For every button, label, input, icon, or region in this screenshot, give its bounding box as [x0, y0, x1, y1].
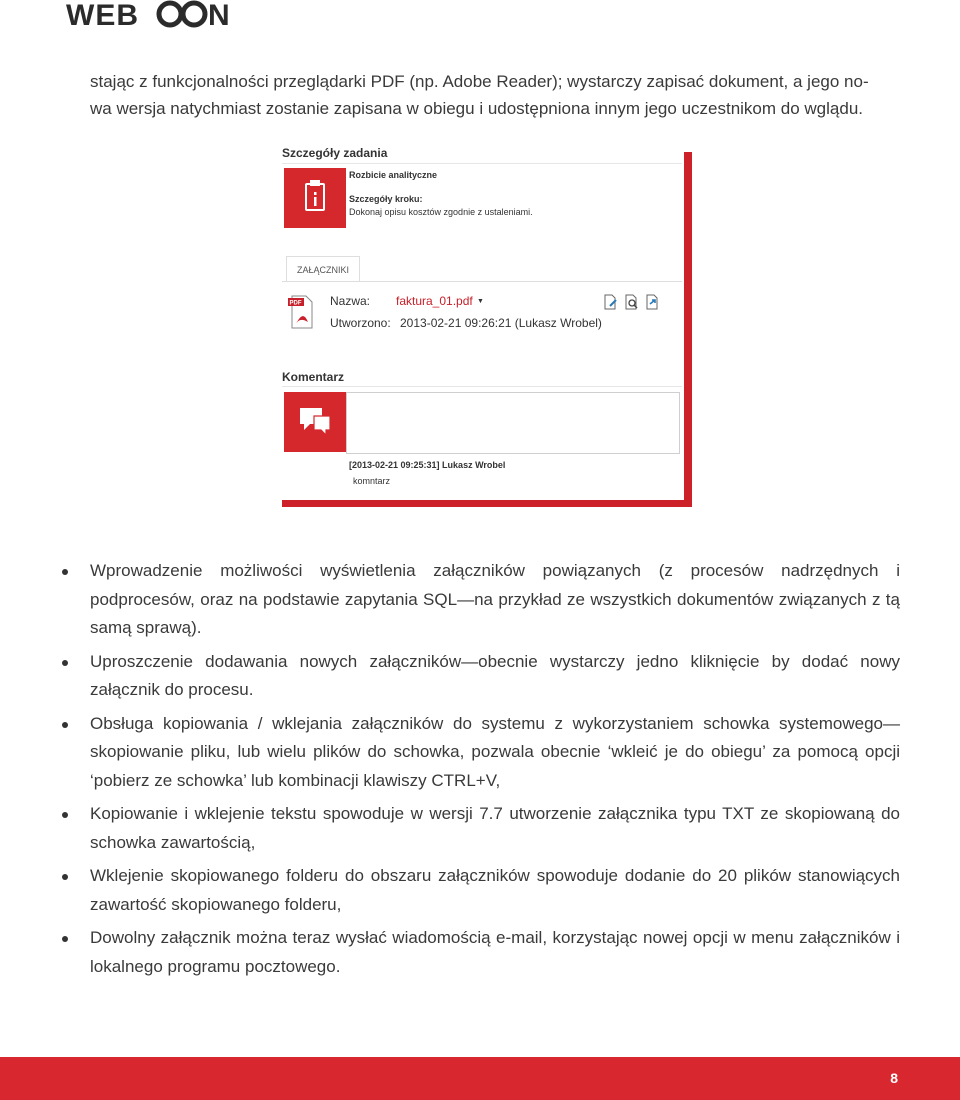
comment-tile	[284, 392, 346, 452]
bullet-icon	[62, 874, 68, 880]
card-shadow-bottom	[282, 500, 692, 507]
svg-text:PDF: PDF	[289, 300, 302, 307]
list-item	[62, 862, 900, 919]
list-item	[62, 648, 900, 705]
svg-text:N: N	[208, 0, 230, 30]
list-item-text: Obsługa kopiowania / wklejania załączników do systemu z wykorzystaniem schowka systemowego—skopiowanie pliku, lub wielu plików do schowka, pozwala obecnie ‘wkleić je do obiegu’ za pomocą opcji ‘pobierz ze schowka’ lub kombinacji klawiszy CTRL+V,	[90, 713, 900, 790]
clipboard-info-icon	[284, 168, 346, 228]
step-details-text: Dokonaj opisu kosztów zgodnie z ustaleniami.	[349, 207, 533, 217]
intro-line-1: stając z funkcjonalności przeglądarki PDF (np. Adobe Reader); wystarczy zapisać dokument, a jego no-	[90, 72, 869, 91]
tab-attachments[interactable]: ZAŁĄCZNIKI	[286, 256, 360, 282]
name-label: Nazwa:	[330, 294, 371, 308]
preview-document-icon[interactable]	[623, 294, 639, 310]
list-item	[62, 557, 900, 643]
page-number: 8	[890, 1070, 898, 1086]
speech-bubbles-icon	[284, 392, 346, 452]
task-info-tile	[284, 168, 346, 228]
intro-paragraph	[90, 68, 900, 122]
list-item	[62, 710, 900, 796]
bullet-icon	[62, 722, 68, 728]
card-shadow-right	[684, 152, 692, 506]
comment-input[interactable]	[346, 392, 680, 454]
task-type: Rozbicie analityczne	[349, 170, 438, 180]
list-item-text: Dowolny załącznik można teraz wysłać wiadomością e-mail, korzystając nowej opcji w menu załączników i lokalnego programu pocztowego.	[90, 928, 900, 976]
task-details-screenshot	[282, 146, 688, 504]
chevron-down-icon[interactable]: ▼	[477, 298, 484, 305]
step-details-label: Szczegóły kroku:	[349, 194, 423, 204]
comment-meta: [2013-02-21 09:25:31] Lukasz Wrobel	[349, 460, 506, 470]
upload-version-icon[interactable]	[644, 294, 660, 310]
created-label: Utworzono:	[330, 316, 391, 330]
comment-title: Komentarz	[282, 370, 345, 384]
list-item-text: Wklejenie skopiowanego folderu do obszaru załączników spowoduje dodanie do 20 plików stanowiących zawartość skopiowanego folderu,	[90, 866, 900, 914]
bullet-icon	[62, 812, 68, 818]
created-value: 2013-02-21 09:26:21 (Lukasz Wrobel)	[400, 316, 602, 330]
list-item-text: Uproszczenie dodawania nowych załączników—obecnie wystarczy jedno kliknięcie by dodać nowy załącznik do procesu.	[90, 651, 900, 699]
list-item-text: Wprowadzenie możliwości wyświetlenia załączników powiązanych (z procesów nadrzędnych i podprocesów, oraz na podstawie zapytania SQL—na przykład ze wszystkich dokumentów związanych z tą samą sprawą).	[90, 561, 900, 637]
list-item	[62, 924, 900, 981]
bullet-icon	[62, 660, 68, 666]
bullet-icon	[62, 569, 68, 575]
feature-list	[62, 557, 900, 986]
footer-bar	[0, 1057, 960, 1100]
pdf-file-icon	[286, 294, 316, 330]
divider	[282, 163, 682, 164]
divider	[282, 386, 682, 387]
comment-text: komntarz	[353, 476, 391, 486]
webcon-logo	[66, 0, 266, 30]
svg-text:WEB: WEB	[66, 0, 139, 30]
intro-line-2: wa wersja natychmiast zostanie zapisana w obiegu i udostępniona innym jego uczestnikom do wglądu.	[90, 99, 863, 118]
attachment-file-link[interactable]: faktura_01.pdf	[396, 294, 473, 308]
edit-document-icon[interactable]	[602, 294, 618, 310]
tab-divider	[282, 281, 682, 282]
list-item-text: Kopiowanie i wklejenie tekstu spowoduje w wersji 7.7 utworzenie załącznika typu TXT ze skopiowaną do schowka zawartością,	[90, 804, 900, 852]
task-details-title: Szczegóły zadania	[282, 146, 388, 160]
list-item	[62, 800, 900, 857]
bullet-icon	[62, 936, 68, 942]
